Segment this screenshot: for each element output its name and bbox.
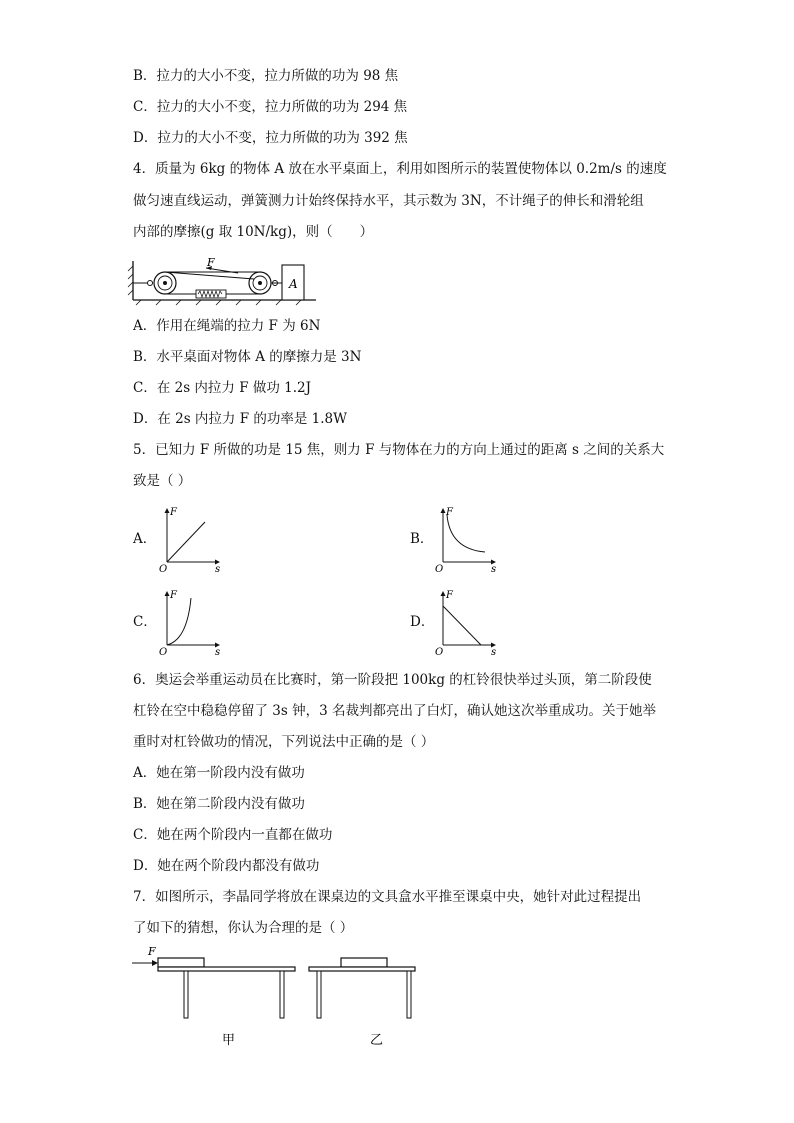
- q3-option-b: B．拉力的大小不变，拉力所做的功为 98 焦: [133, 68, 399, 84]
- q7-caption-right: 乙: [370, 1033, 384, 1048]
- svg-text:O: O: [435, 564, 444, 575]
- svg-text:F: F: [170, 590, 177, 601]
- q5-option-a-label: A．: [133, 531, 157, 547]
- svg-text:F: F: [446, 507, 453, 518]
- q7-caption-left: 甲: [222, 1033, 236, 1048]
- svg-text:O: O: [159, 564, 168, 575]
- q5-stem-line-2: 致是（ ）: [133, 473, 192, 489]
- q4-stem-line-3: 内部的摩擦(g 取 10N/kg)，则（ ）: [133, 224, 374, 240]
- q6-option-d: D．她在两个阶段内都没有做功: [133, 858, 320, 874]
- q6-option-a: A．她在第一阶段内没有做功: [133, 765, 305, 781]
- q5-stem-line-1: 5．已知力 F 所做的功是 15 焦，则力 F 与物体在力的方向上通过的距离 s 之间的关系大: [133, 442, 665, 458]
- q4-stem-line-1: 4．质量为 6kg 的物体 A 放在水平桌面上，利用如图所示的装置使物体以 0.2m/s 的速度: [133, 161, 667, 177]
- q4-block-label: A: [289, 277, 298, 291]
- q5-graph-a: [157, 505, 227, 575]
- q4-option-d: D．在 2s 内拉力 F 的功率是 1.8W: [133, 411, 348, 427]
- q6-stem-line-1: 6．奥运会举重运动员在比赛时，第一阶段把 100kg 的杠铃很快举过头顶，第二阶段使: [133, 672, 652, 688]
- q6-stem-line-3: 重时对杠铃做功的情况，下列说法中正确的是（ ）: [133, 734, 435, 750]
- q6-option-b: B．她在第二阶段内没有做功: [133, 796, 305, 812]
- q7-desk-figure: [128, 942, 428, 1052]
- q3-option-c: C．拉力的大小不变，拉力所做的功为 294 焦: [133, 99, 408, 115]
- svg-text:s: s: [215, 564, 221, 575]
- q7-stem-line-1: 7．如图所示，李晶同学将放在课桌边的文具盒水平推至课桌中央，她针对此过程提出: [133, 889, 642, 905]
- svg-text:F: F: [170, 507, 177, 518]
- q5-option-b-label: B．: [410, 531, 434, 547]
- q6-option-c: C．她在两个阶段内一直都在做功: [133, 827, 333, 843]
- q4-force-label: F: [207, 256, 215, 269]
- q5-graph-d: [433, 588, 503, 658]
- q4-option-c: C．在 2s 内拉力 F 做功 1.2J: [133, 380, 312, 396]
- svg-text:O: O: [159, 647, 168, 658]
- q4-stem-line-2: 做匀速直线运动，弹簧测力计始终保持水平，其示数为 3N，不计绳子的伸长和滑轮组: [133, 193, 644, 209]
- q7-stem-line-2: 了如下的猜想，你认为合理的是（ ）: [133, 920, 354, 936]
- q5-option-c-label: C．: [133, 614, 157, 630]
- q4-option-b: B．水平桌面对物体 A 的摩擦力是 3N: [133, 349, 362, 365]
- q6-stem-line-2: 杠铃在空中稳稳停留了 3s 钟，3 名裁判都亮出了白灯，确认她这次举重成功。关于她举: [133, 703, 656, 719]
- svg-text:O: O: [435, 647, 444, 658]
- q4-pulley-figure: [126, 256, 326, 306]
- svg-text:s: s: [215, 647, 221, 658]
- q5-option-d-label: D．: [410, 614, 435, 630]
- q4-option-a: A．作用在绳端的拉力 F 为 6N: [133, 318, 321, 334]
- svg-text:s: s: [491, 564, 497, 575]
- q5-graph-b: [433, 505, 503, 575]
- q5-graph-c: [157, 588, 227, 658]
- q3-option-d: D．拉力的大小不变，拉力所做的功为 392 焦: [133, 130, 408, 146]
- svg-text:F: F: [446, 590, 453, 601]
- q7-force-label: F: [148, 945, 156, 958]
- svg-text:s: s: [491, 647, 497, 658]
